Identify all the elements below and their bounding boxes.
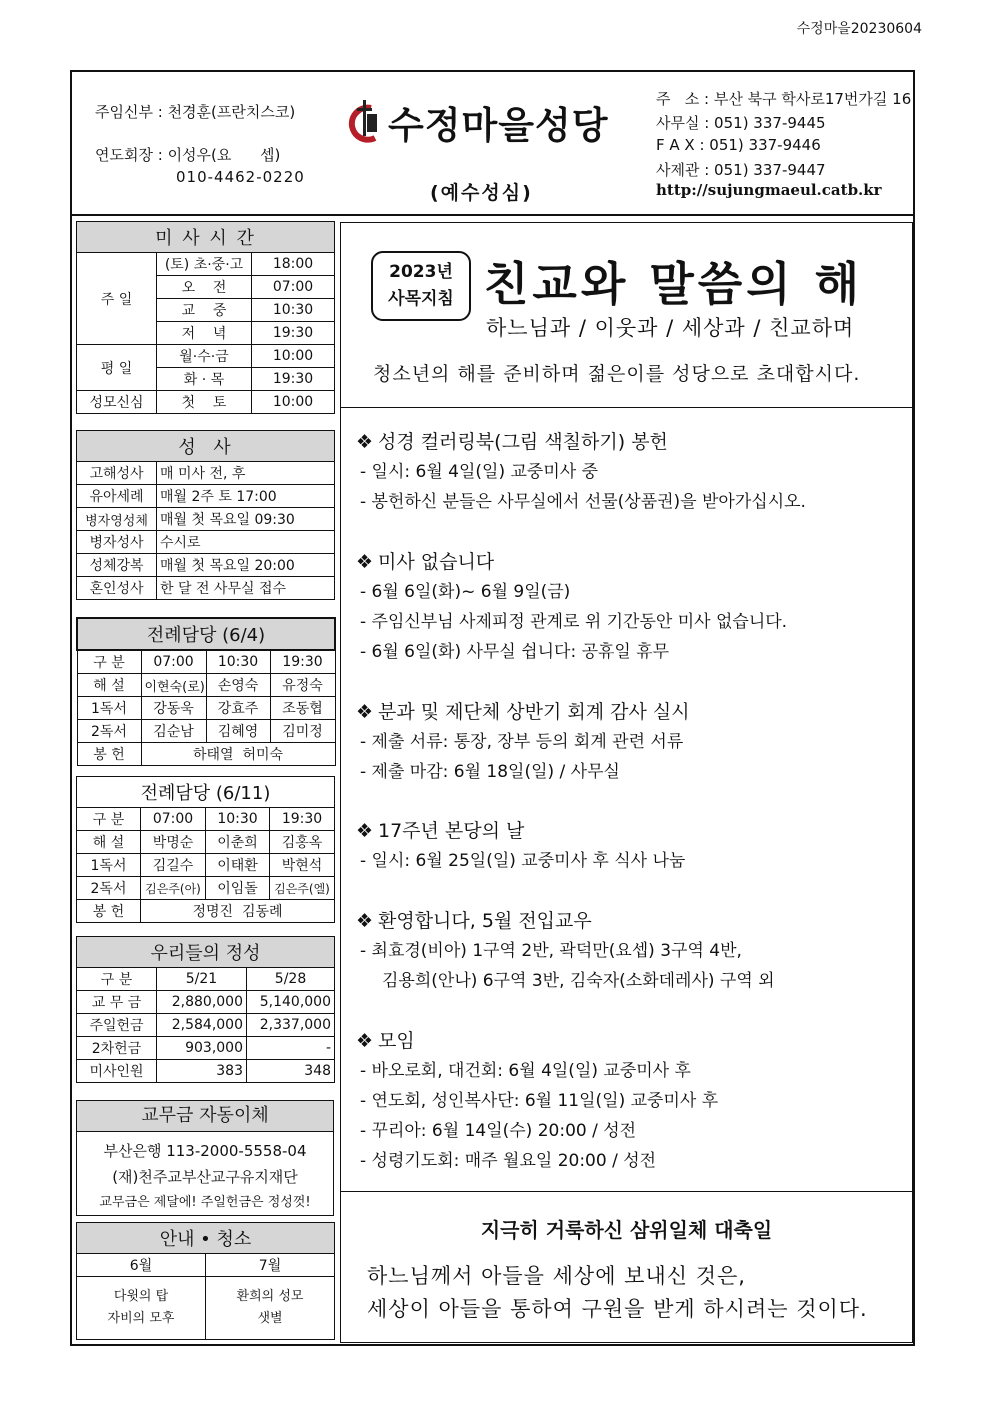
mass-name: 첫 토 bbox=[157, 391, 252, 414]
diamond-bullet-icon: ❖ bbox=[356, 820, 374, 842]
notice-title: 미사 없습니다 bbox=[378, 551, 495, 573]
notice-item: - 봉헌하신 분들은 사무실에서 선물(상품권)을 받아가십시오. bbox=[360, 492, 806, 512]
sacrament-value: 한 달 전 사무실 접수 bbox=[157, 577, 335, 600]
table-row bbox=[77, 900, 335, 923]
sacrament-name: 혼인성사 bbox=[77, 577, 157, 600]
offering-amount: 2,880,000 bbox=[157, 991, 247, 1014]
sacrament-value: 매월 첫 목요일 09:30 bbox=[157, 508, 335, 531]
scripture-line-2: 세상이 아들을 통하여 구원을 받게 하시려는 것이다. bbox=[367, 1297, 868, 1321]
june-groups bbox=[77, 1277, 206, 1340]
table-row bbox=[77, 743, 335, 766]
notice-item: - 주임신부님 사제피정 관계로 위 기간동안 미사 없습니다. bbox=[360, 612, 788, 632]
table-row bbox=[77, 854, 335, 877]
pastor-line bbox=[95, 101, 295, 122]
table-header: 5/28 bbox=[247, 968, 335, 991]
badge-year: 2023년 bbox=[389, 262, 453, 282]
sacrament-name: 병자성사 bbox=[77, 531, 157, 554]
person-name: 이춘희 bbox=[206, 831, 270, 854]
table-row bbox=[77, 697, 335, 720]
sacrament-name: 고해성사 bbox=[77, 462, 157, 485]
diamond-bullet-icon: ❖ bbox=[356, 551, 374, 573]
diamond-bullet-icon: ❖ bbox=[356, 1030, 374, 1052]
person-name: 김은주(엘) bbox=[270, 877, 335, 900]
liturgy-title-1: 전례담당 (6/4) bbox=[77, 618, 335, 650]
notice-title: 환영합니다, 5월 전입교우 bbox=[378, 910, 592, 932]
notice-5 bbox=[356, 906, 775, 996]
president-phone: 010-4462-0220 bbox=[176, 168, 305, 186]
month-label: 6월 bbox=[77, 1254, 206, 1277]
transfer-box bbox=[76, 1100, 334, 1216]
diamond-bullet-icon: ❖ bbox=[356, 431, 374, 453]
offering-amount: 2,337,000 bbox=[247, 1014, 335, 1037]
website-url[interactable]: http://sujungmaeul.catb.kr bbox=[656, 181, 882, 199]
role-label: 봉 헌 bbox=[77, 743, 141, 766]
sacrament-name: 병자영성체 bbox=[77, 508, 157, 531]
offering-label: 교 무 금 bbox=[77, 991, 157, 1014]
offer-names: 하태열 허미숙 bbox=[141, 743, 335, 766]
person-name: 김길수 bbox=[141, 854, 206, 877]
notice-item: - 일시: 6월 4일(일) 교중미사 중 bbox=[360, 462, 598, 482]
person-name: 유정숙 bbox=[270, 674, 335, 697]
mass-name: 교 중 bbox=[157, 299, 252, 322]
table-header: 10:30 bbox=[206, 808, 270, 831]
person-name: 김은주(아) bbox=[141, 877, 206, 900]
sacrament-value: 매월 첫 목요일 20:00 bbox=[157, 554, 335, 577]
account-holder: (재)천주교부산교구유지재단 bbox=[112, 1168, 298, 1186]
table-header: 구 분 bbox=[77, 650, 141, 674]
notice-item: - 6월 6일(화)~ 6월 9일(금) bbox=[360, 582, 571, 602]
cleaning-table bbox=[76, 1222, 335, 1340]
theme-title: 친교와 말씀의 해 bbox=[484, 257, 864, 311]
mass-time: 19:30 bbox=[252, 322, 335, 345]
role-label: 해 설 bbox=[77, 674, 141, 697]
sacrament-name: 성체강복 bbox=[77, 554, 157, 577]
table-row bbox=[77, 674, 335, 697]
badge-label: 사목지침 bbox=[388, 289, 454, 309]
pastor-label: 주임신부 : bbox=[95, 103, 168, 121]
mass-name: 저 녁 bbox=[157, 322, 252, 345]
sacrament-name: 유아세례 bbox=[77, 485, 157, 508]
role-label: 1독서 bbox=[77, 697, 141, 720]
theme-subtitle: 하느님과 / 이웃과 / 세상과 / 친교하며 bbox=[486, 316, 855, 340]
sunday-label: 주 일 bbox=[77, 253, 157, 345]
table-header: 19:30 bbox=[270, 650, 335, 674]
table-header: 구 분 bbox=[77, 808, 141, 831]
table-row bbox=[77, 720, 335, 743]
table-header: 5/21 bbox=[157, 968, 247, 991]
person-name: 김순남 bbox=[141, 720, 206, 743]
table-row bbox=[77, 1037, 335, 1060]
table-header: 07:00 bbox=[141, 650, 206, 674]
table-row bbox=[77, 831, 335, 854]
mass-time: 10:00 bbox=[252, 345, 335, 368]
weekday-label: 평 일 bbox=[77, 345, 157, 391]
group-name: 자비의 모후 bbox=[107, 1311, 175, 1326]
person-name: 박현석 bbox=[270, 854, 335, 877]
church-logo-icon bbox=[345, 96, 385, 146]
notice-3 bbox=[356, 697, 690, 787]
role-label: 해 설 bbox=[77, 831, 141, 854]
month-label: 7월 bbox=[206, 1254, 335, 1277]
feast-title: 지극히 거룩하신 삼위일체 대축일 bbox=[480, 1218, 773, 1242]
liturgy-table-1 bbox=[76, 617, 336, 766]
table-header: 07:00 bbox=[141, 808, 206, 831]
office-phone: 사무실 : 051) 337-9445 bbox=[656, 114, 826, 132]
table-row bbox=[77, 877, 335, 900]
notice-heading bbox=[356, 1026, 718, 1056]
notice-item: - 6월 6일(화) 사무실 쉽니다: 공휴일 휴무 bbox=[360, 642, 670, 662]
mass-time: 18:00 bbox=[252, 253, 335, 276]
mass-time: 10:30 bbox=[252, 299, 335, 322]
panel-divider bbox=[340, 407, 913, 408]
role-label: 2독서 bbox=[77, 877, 141, 900]
offer-names: 정명진 김동례 bbox=[141, 900, 335, 923]
notice-item: - 일시: 6월 25일(일) 교중미사 후 식사 나눔 bbox=[360, 851, 686, 871]
pastor-name: 천경훈(프란치스코) bbox=[167, 103, 296, 121]
notice-item: - 바오로회, 대건회: 6월 4일(일) 교중미사 후 bbox=[360, 1061, 691, 1081]
header-divider bbox=[70, 214, 915, 216]
notice-item: - 꾸리아: 6월 14일(수) 20:00 / 성전 bbox=[360, 1121, 637, 1141]
saturday-label: 성모신심 bbox=[77, 391, 157, 414]
diamond-bullet-icon: ❖ bbox=[356, 701, 374, 723]
president-label: 연도회장 : bbox=[95, 146, 168, 164]
person-name: 강동욱 bbox=[141, 697, 206, 720]
offering-amount: 5,140,000 bbox=[247, 991, 335, 1014]
feast-name: (예수성심) bbox=[430, 182, 533, 204]
address: 주 소 : 부산 북구 학사로17번가길 16 bbox=[656, 90, 912, 108]
sacraments-title: 성 사 bbox=[77, 431, 335, 462]
table-header: 10:30 bbox=[206, 650, 270, 674]
person-name: 박명순 bbox=[141, 831, 206, 854]
mass-times-title: 미 사 시 간 bbox=[77, 222, 335, 253]
person-name: 김미정 bbox=[270, 720, 335, 743]
person-name: 이임돌 bbox=[206, 877, 270, 900]
offering-label: 주일헌금 bbox=[77, 1014, 157, 1037]
role-label: 1독서 bbox=[77, 854, 141, 877]
notice-1 bbox=[356, 427, 806, 517]
notice-item: - 성령기도회: 매주 월요일 20:00 / 성전 bbox=[360, 1151, 657, 1171]
liturgy-title-2: 전례담당 (6/11) bbox=[77, 777, 335, 808]
sacrament-value: 매 미사 전, 후 bbox=[157, 462, 335, 485]
offering-label: 2차헌금 bbox=[77, 1037, 157, 1060]
panel-divider bbox=[340, 1191, 913, 1192]
president-name: 이성우(요 셉) bbox=[167, 146, 281, 164]
sacrament-value: 수시로 bbox=[157, 531, 335, 554]
notice-heading bbox=[356, 427, 806, 457]
offerings-title: 우리들의 정성 bbox=[77, 937, 335, 968]
notice-title: 모임 bbox=[378, 1030, 415, 1052]
notice-item: - 연도회, 성인복사단: 6월 11일(일) 교중미사 후 bbox=[360, 1091, 719, 1111]
person-name: 손영숙 bbox=[206, 674, 270, 697]
person-name: 김홍옥 bbox=[270, 831, 335, 854]
bank-account: 부산은행 113-2000-5558-04 bbox=[103, 1142, 307, 1160]
theme-invite: 청소년의 해를 준비하며 젊은이를 성당으로 초대합시다. bbox=[373, 363, 861, 385]
offering-amount: 2,584,000 bbox=[157, 1014, 247, 1037]
year-badge bbox=[371, 251, 471, 321]
offering-amount: 348 bbox=[247, 1060, 335, 1083]
group-name: 다윗의 탑 bbox=[113, 1289, 169, 1304]
notice-item: - 제출 마감: 6월 18일(일) / 사무실 bbox=[360, 762, 620, 782]
offering-amount: 903,000 bbox=[157, 1037, 247, 1060]
rectory-phone: 사제관 : 051) 337-9447 bbox=[656, 161, 826, 179]
cleaning-title: 안내 • 청소 bbox=[77, 1223, 335, 1254]
document-id: 수정마을20230604 bbox=[796, 21, 922, 37]
sacrament-value: 매월 2주 토 17:00 bbox=[157, 485, 335, 508]
group-name: 샛별 bbox=[257, 1311, 283, 1326]
notice-heading bbox=[356, 906, 775, 936]
transfer-note: 교무금은 제달에! 주일헌금은 정성껏! bbox=[99, 1195, 311, 1210]
notice-heading bbox=[356, 697, 690, 727]
person-name: 조동협 bbox=[270, 697, 335, 720]
person-name: 김혜영 bbox=[206, 720, 270, 743]
notice-title: 성경 컬러링북(그림 색칠하기) 봉헌 bbox=[378, 431, 668, 453]
mass-name: 화 · 목 bbox=[157, 368, 252, 391]
notice-heading bbox=[356, 816, 685, 846]
mass-name: (토) 초·중·고 bbox=[157, 253, 252, 276]
offering-amount: 383 bbox=[157, 1060, 247, 1083]
notice-item: 김용희(안나) 6구역 3반, 김숙자(소화데레사) 구역 외 bbox=[382, 971, 775, 991]
person-name: 이태환 bbox=[206, 854, 270, 877]
july-groups bbox=[206, 1277, 335, 1340]
person-name: 강효주 bbox=[206, 697, 270, 720]
role-label: 봉 헌 bbox=[77, 900, 141, 923]
notice-item: - 최효경(비아) 1구역 2반, 곽덕만(요셉) 3구역 4반, bbox=[360, 941, 742, 961]
sacraments-table bbox=[76, 430, 335, 600]
scripture-line-1: 하느님께서 아들을 세상에 보내신 것은, bbox=[367, 1264, 746, 1288]
mass-time: 07:00 bbox=[252, 276, 335, 299]
church-name: 수정마을성당 bbox=[388, 104, 609, 147]
notice-heading bbox=[356, 547, 787, 577]
table-row bbox=[77, 991, 335, 1014]
table-row bbox=[77, 1014, 335, 1037]
role-label: 2독서 bbox=[77, 720, 141, 743]
mass-name: 오 전 bbox=[157, 276, 252, 299]
offering-label: 미사인원 bbox=[77, 1060, 157, 1083]
fax-number: F A X : 051) 337-9446 bbox=[656, 136, 821, 154]
mass-time: 19:30 bbox=[252, 368, 335, 391]
diamond-bullet-icon: ❖ bbox=[356, 910, 374, 932]
mass-times-table bbox=[76, 221, 335, 414]
liturgy-table-2 bbox=[76, 776, 335, 923]
notice-4 bbox=[356, 816, 685, 876]
notice-item: - 제출 서류: 통장, 장부 등의 회계 관련 서류 bbox=[360, 732, 684, 752]
mass-time: 10:00 bbox=[252, 391, 335, 414]
offering-amount: - bbox=[247, 1037, 335, 1060]
notice-6 bbox=[356, 1026, 718, 1176]
president-line bbox=[95, 144, 280, 165]
transfer-title: 교무금 자동이체 bbox=[77, 1101, 333, 1132]
group-name: 환희의 성모 bbox=[236, 1289, 304, 1304]
offerings-table bbox=[76, 936, 335, 1083]
notice-title: 17주년 본당의 날 bbox=[378, 820, 525, 842]
table-row bbox=[77, 1060, 335, 1083]
notice-2 bbox=[356, 547, 787, 667]
person-name: 이현숙(로) bbox=[141, 674, 206, 697]
table-header: 구 분 bbox=[77, 968, 157, 991]
mass-name: 월·수·금 bbox=[157, 345, 252, 368]
notice-title: 분과 및 제단체 상반기 회계 감사 실시 bbox=[378, 701, 690, 723]
table-header: 19:30 bbox=[270, 808, 335, 831]
